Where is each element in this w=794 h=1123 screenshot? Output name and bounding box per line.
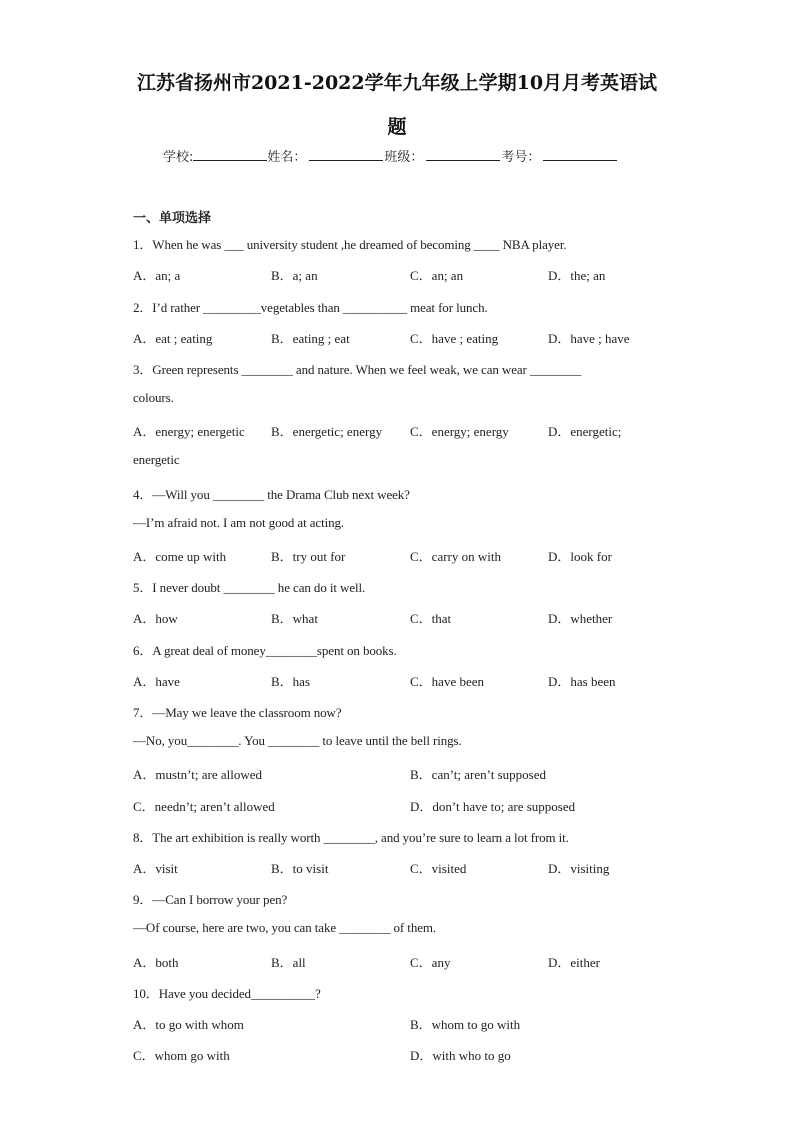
q2-option-b: B．eating ; eat	[271, 331, 350, 346]
q3-option-d-cont: energetic	[133, 452, 180, 467]
exam-no-label: 考号：	[501, 150, 541, 165]
q10-option-d: D．with who to go	[410, 1048, 511, 1063]
q8-option-c: C．visited	[410, 861, 467, 876]
class-blank	[426, 148, 500, 161]
q5-option-c: C．that	[410, 611, 452, 626]
q7-option-b: B．can’t; aren’t supposed	[410, 767, 546, 782]
class-label: 班级：	[384, 150, 424, 165]
q1-option-d: D．the; an	[548, 268, 606, 283]
q6-option-a: A．have	[133, 674, 180, 689]
exam-no-blank	[543, 148, 617, 161]
question-2-stem: 2．I’d rather _________vegetables than __________ meat for lunch.	[133, 300, 488, 315]
q5-option-a: A．how	[133, 611, 178, 626]
question-7-stem: 7．—May we leave the classroom now?	[133, 705, 342, 720]
q2-option-a: A．eat ; eating	[133, 331, 213, 346]
q8-option-a: A．visit	[133, 861, 178, 876]
question-6-stem: 6．A great deal of money________spent on books.	[133, 643, 397, 658]
q3-option-d: D．energetic;	[548, 424, 622, 439]
q9-option-c: C．any	[410, 955, 451, 970]
q1-option-b: B．a; an	[271, 268, 318, 283]
q7-option-d: D．don’t have to; are supposed	[410, 799, 576, 814]
q8-option-d: D．visiting	[548, 861, 610, 876]
q9-option-d: D．either	[548, 955, 600, 970]
q7-option-c: C．needn’t; aren’t allowed	[133, 799, 275, 814]
question-9-stem: 9．—Can I borrow your pen?	[133, 892, 288, 907]
question-4-stem: 4．—Will you ________ the Drama Club next week?	[133, 487, 410, 502]
q5-option-d: D．whether	[548, 611, 613, 626]
q10-option-a: A．to go with whom	[133, 1017, 244, 1032]
exam-title-line2: 题	[387, 116, 407, 138]
question-4-stem-cont: —I’m afraid not. I am not good at acting.	[133, 515, 345, 530]
q1-option-a: A．an; a	[133, 268, 181, 283]
question-3-stem: 3．Green represents ________ and nature. When we feel weak, we can wear ________	[133, 362, 582, 377]
q3-option-c: C．energy; energy	[410, 424, 509, 439]
student-info-line	[163, 146, 617, 165]
q9-option-a: A．both	[133, 955, 179, 970]
q2-option-d: D．have ; have	[548, 331, 630, 346]
q4-option-d: D．look for	[548, 549, 612, 564]
school-label: 学校:	[163, 150, 194, 165]
question-5-stem: 5．I never doubt ________ he can do it well.	[133, 580, 366, 595]
q3-option-a: A．energy; energetic	[133, 424, 245, 439]
q5-option-b: B．what	[271, 611, 318, 626]
q2-option-c: C．have ; eating	[410, 331, 499, 346]
name-blank	[309, 148, 383, 161]
question-10-stem: 10．Have you decided__________?	[133, 986, 321, 1001]
q10-option-c: C．whom go with	[133, 1048, 230, 1063]
exam-title-line1: 江苏省扬州市2021-2022学年九年级上学期10月月考英语试	[136, 72, 658, 94]
question-8-stem: 8．The art exhibition is really worth ________, and you’re sure to learn a lot from it.	[133, 830, 569, 845]
name-label: 姓名：	[267, 150, 307, 165]
q1-option-c: C．an; an	[410, 268, 464, 283]
q6-option-b: B．has	[271, 674, 311, 689]
section-heading: 一、单项选择	[133, 211, 212, 226]
q6-option-c: C．have been	[410, 674, 485, 689]
q3-option-b: B．energetic; energy	[271, 424, 383, 439]
q9-option-b: B．all	[271, 955, 306, 970]
q10-option-b: B．whom to go with	[410, 1017, 521, 1032]
school-blank	[193, 148, 267, 161]
q8-option-b: B．to visit	[271, 861, 329, 876]
question-3-stem-cont: colours.	[133, 390, 174, 405]
q6-option-d: D．has been	[548, 674, 616, 689]
q4-option-c: C．carry on with	[410, 549, 501, 564]
question-7-stem-cont: —No, you________. You ________ to leave until the bell rings.	[133, 733, 462, 748]
question-1-stem: 1．When he was ___ university student ,he dreamed of becoming ____ NBA player.	[133, 237, 567, 252]
question-9-stem-cont: —Of course, here are two, you can take ________ of them.	[133, 920, 437, 935]
q7-option-a: A．mustn’t; are allowed	[133, 767, 263, 782]
q4-option-a: A．come up with	[133, 549, 227, 564]
q4-option-b: B．try out for	[271, 549, 346, 564]
